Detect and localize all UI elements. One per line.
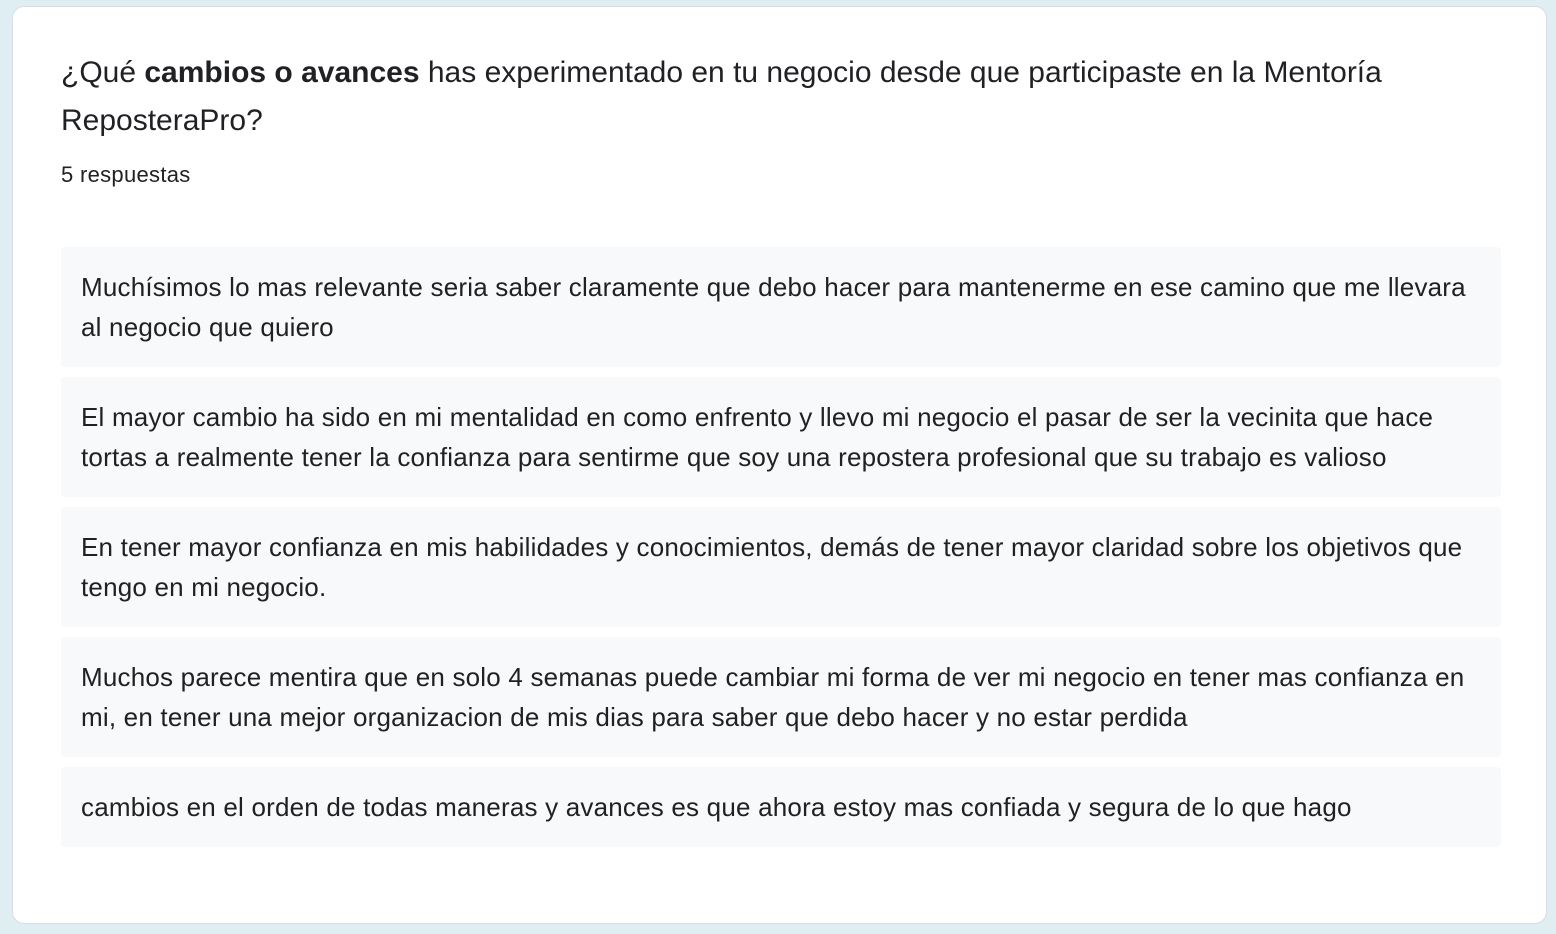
response-item: Muchísimos lo mas relevante seria saber claramente que debo hacer para mantenerme en ese camino que me llevara al negocio que quiero — [61, 247, 1501, 367]
response-item: Muchos parece mentira que en solo 4 semanas puede cambiar mi forma de ver mi negocio en tener mas confianza en mi, en tener una mejor organizacion de mis dias para saber que debo hacer y no estar perdida — [61, 637, 1501, 757]
response-item: cambios en el orden de todas maneras y avances es que ahora estoy mas confiada y segura de lo que hago — [61, 767, 1501, 847]
response-item: El mayor cambio ha sido en mi mentalidad en como enfrento y llevo mi negocio el pasar de ser la vecinita que hace tortas a realmente tener la confianza para sentirme que soy una repostera profesional que su trabajo es valioso — [61, 377, 1501, 497]
question-summary-card — [12, 6, 1547, 924]
question-emphasis: cambios o avances — [144, 56, 420, 89]
response-item: En tener mayor confianza en mis habilidades y conocimientos, demás de tener mayor claridad sobre los objetivos que tengo en mi negocio. — [61, 507, 1501, 627]
question-title — [61, 49, 1501, 145]
question-suffix: has experimentado en tu negocio desde que participaste en la Mentoría ReposteraPro? — [61, 56, 1382, 137]
response-count: 5 respuestas — [61, 162, 191, 187]
response-list — [61, 247, 1501, 857]
question-prefix: ¿Qué — [61, 56, 145, 89]
